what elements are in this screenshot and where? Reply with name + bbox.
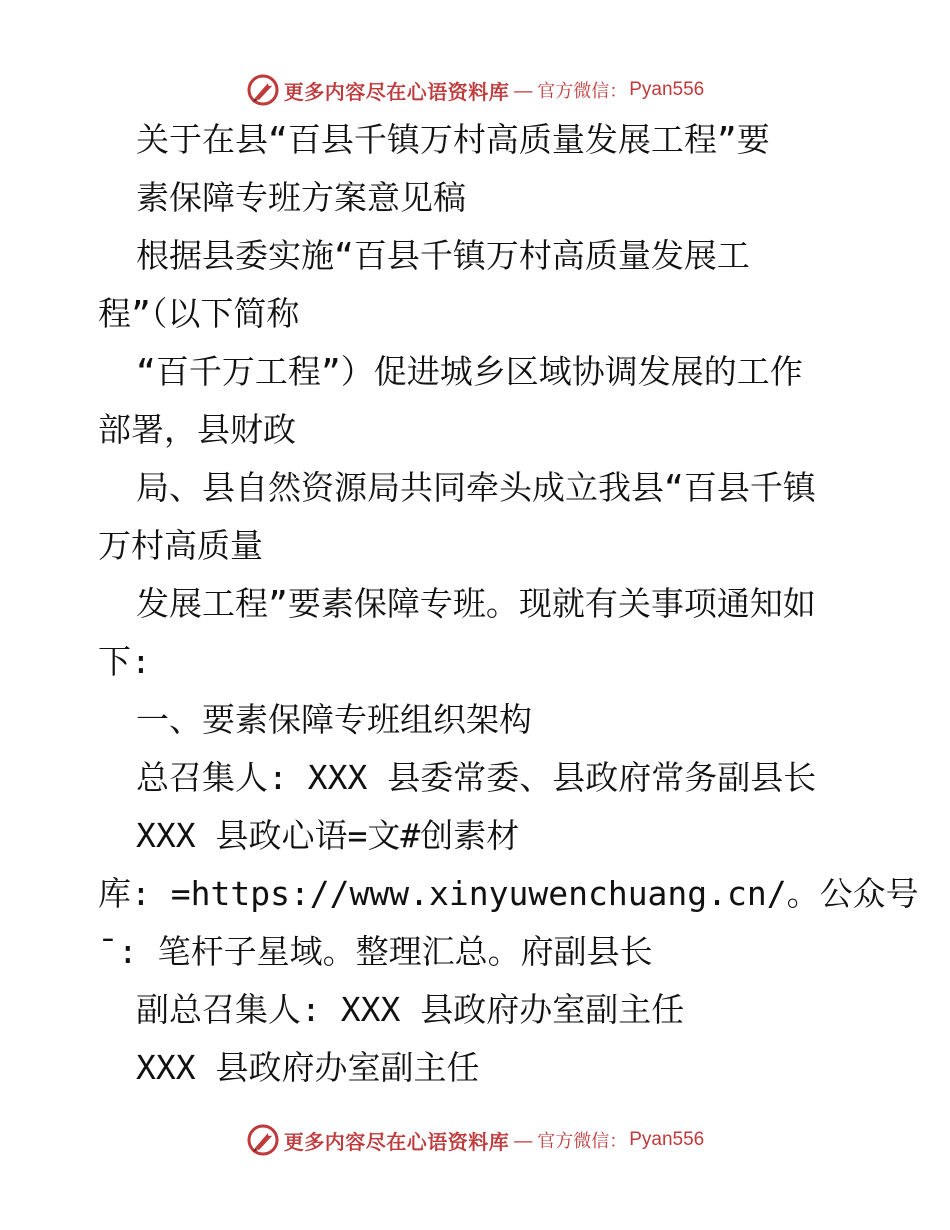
header-wechat-label: 官方微信： (537, 81, 628, 102)
pen-logo-icon (246, 1123, 280, 1157)
doc-paragraph-line: XXX 县政府办室副主任 (136, 1048, 480, 1087)
doc-paragraph-line: 下: (98, 642, 151, 681)
doc-paragraph-line: “百千万工程”）促进城乡区域协调发展的工作 (136, 352, 803, 391)
doc-section-heading: 一、要素保障专班组织架构 (136, 700, 532, 739)
doc-paragraph-line: 程”（以下简称 (98, 294, 300, 333)
doc-paragraph-line: 副总召集人: XXX 县政府办室副主任 (136, 990, 685, 1029)
doc-title-line-2: 素保障专班方案意见稿 (136, 178, 466, 217)
footer-banner-dash: — (513, 1128, 534, 1152)
header-wechat-id: Pyan556 (629, 79, 705, 100)
doc-paragraph-line: 根据县委实施“百县千镇万村高质量发展工 (136, 236, 750, 275)
doc-paragraph-line: 库: =https://www.xinyuwenchuang.cn/。公众号 (98, 874, 919, 913)
doc-paragraph-line: XXX 县政心语=文#创素材 (136, 816, 520, 855)
footer-banner (0, 1120, 950, 1160)
doc-paragraph-line: 局、县自然资源局共同牵头成立我县“百县千镇 (136, 468, 816, 507)
doc-paragraph-line: 部署，县财政 (98, 410, 296, 449)
header-banner (0, 70, 950, 110)
doc-paragraph-line: 发展工程”要素保障专班。现就有关事项通知如 (136, 584, 816, 623)
header-banner-text: 更多内容尽在心语资料库 (283, 79, 510, 104)
pen-logo-icon (246, 73, 280, 107)
doc-paragraph-line: 万村高质量 (98, 526, 263, 565)
doc-paragraph-line: ¯: 笔杆子星域。整理汇总。府副县长 (98, 932, 653, 971)
footer-banner-text: 更多内容尽在心语资料库 (283, 1129, 510, 1154)
footer-wechat-label: 官方微信： (537, 1131, 628, 1152)
header-banner-dash: — (513, 78, 534, 102)
footer-wechat-id: Pyan556 (629, 1129, 705, 1150)
doc-title-line-1: 关于在县“百县千镇万村高质量发展工程”要 (136, 120, 770, 159)
doc-paragraph-line: 总召集人: XXX 县委常委、县政府常务副县长 (136, 758, 817, 797)
